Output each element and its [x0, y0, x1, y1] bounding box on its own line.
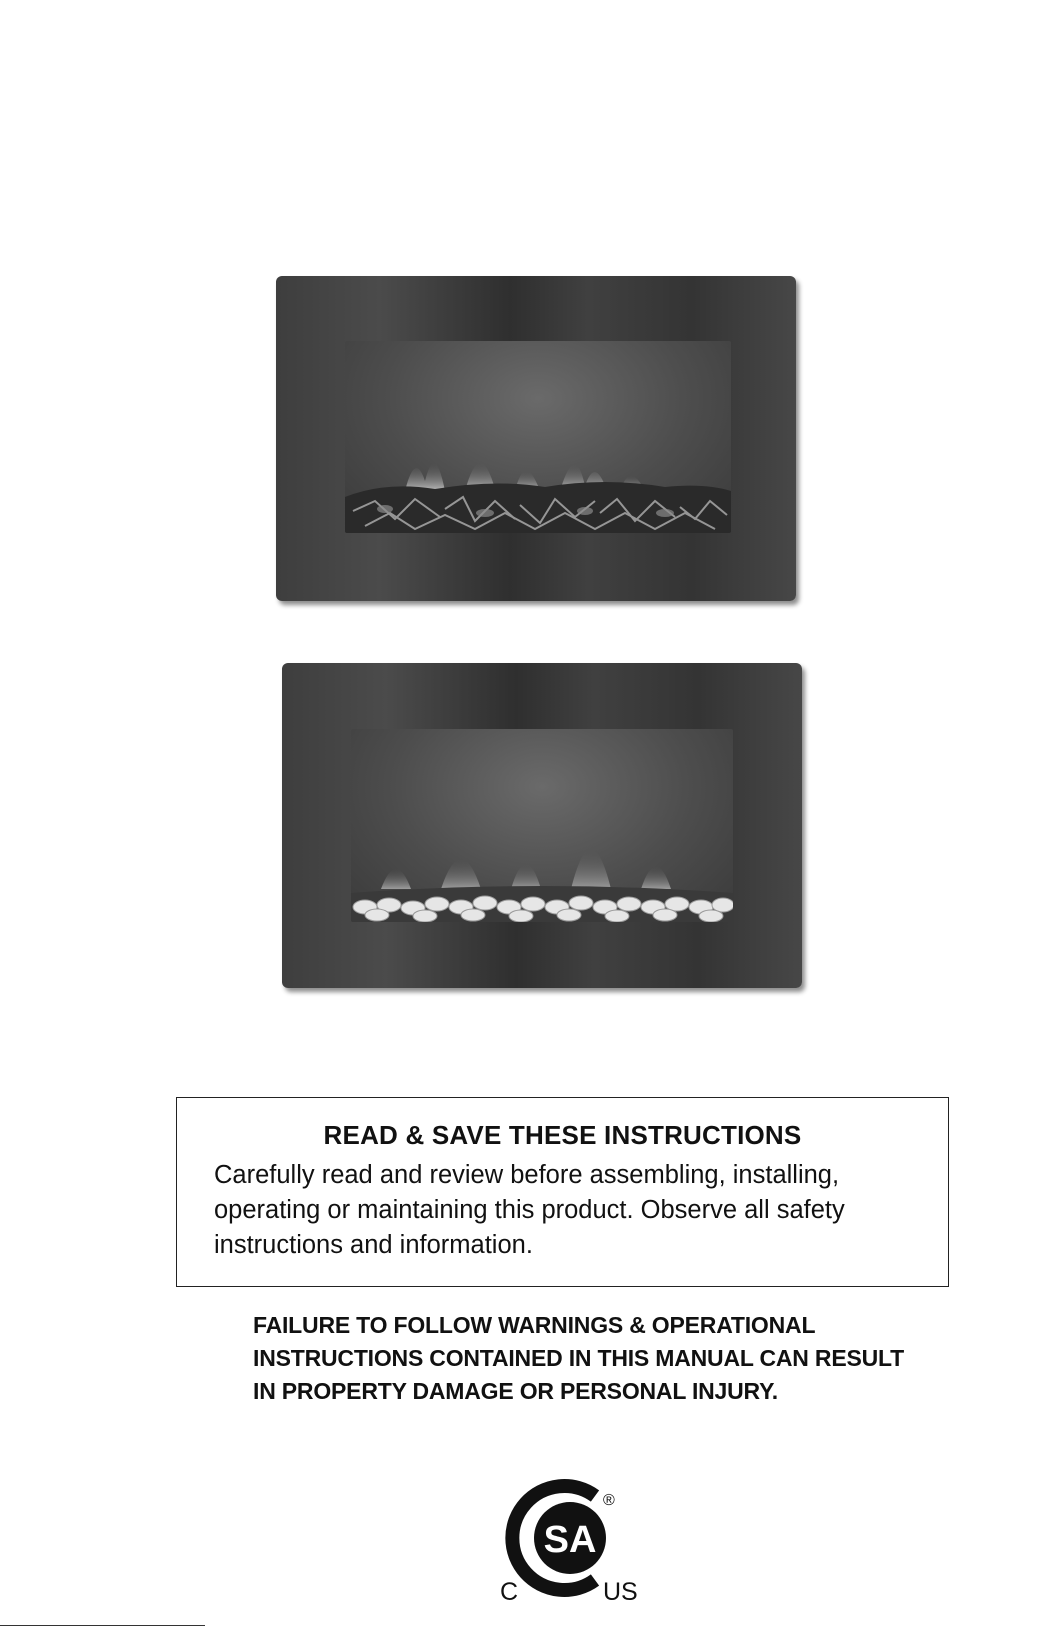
warning-line: INSTRUCTIONS CONTAINED IN THIS MANUAL CAN RESULT — [253, 1345, 904, 1371]
notice-line: instructions and information. — [214, 1231, 533, 1259]
csa-c-label: C — [500, 1578, 519, 1606]
csa-certification-logo — [500, 1478, 660, 1608]
notice-line: Carefully read and review before assembling, installing, — [214, 1161, 840, 1189]
csa-us-label: US — [603, 1578, 638, 1606]
fireplace-glass — [351, 729, 733, 922]
pebble-bed-graphic — [351, 729, 733, 922]
warning-line: IN PROPERTY DAMAGE OR PERSONAL INJURY. — [253, 1378, 778, 1404]
fireplace-pebble-image — [282, 663, 802, 988]
registered-mark: ® — [603, 1492, 615, 1509]
warning-line: FAILURE TO FOLLOW WARNINGS & OPERATIONAL — [253, 1312, 816, 1338]
fireplace-glass — [345, 341, 731, 533]
log-bed-graphic — [345, 341, 731, 533]
notice-title: READ & SAVE THESE INSTRUCTIONS — [323, 1120, 802, 1150]
fireplace-log-image — [276, 276, 796, 601]
notice-line: operating or maintaining this product. Observe all safety — [214, 1196, 845, 1224]
footer-rule — [0, 1625, 205, 1626]
svg-text:SA: SA — [543, 1519, 597, 1561]
instructions-notice-box — [176, 1097, 949, 1287]
